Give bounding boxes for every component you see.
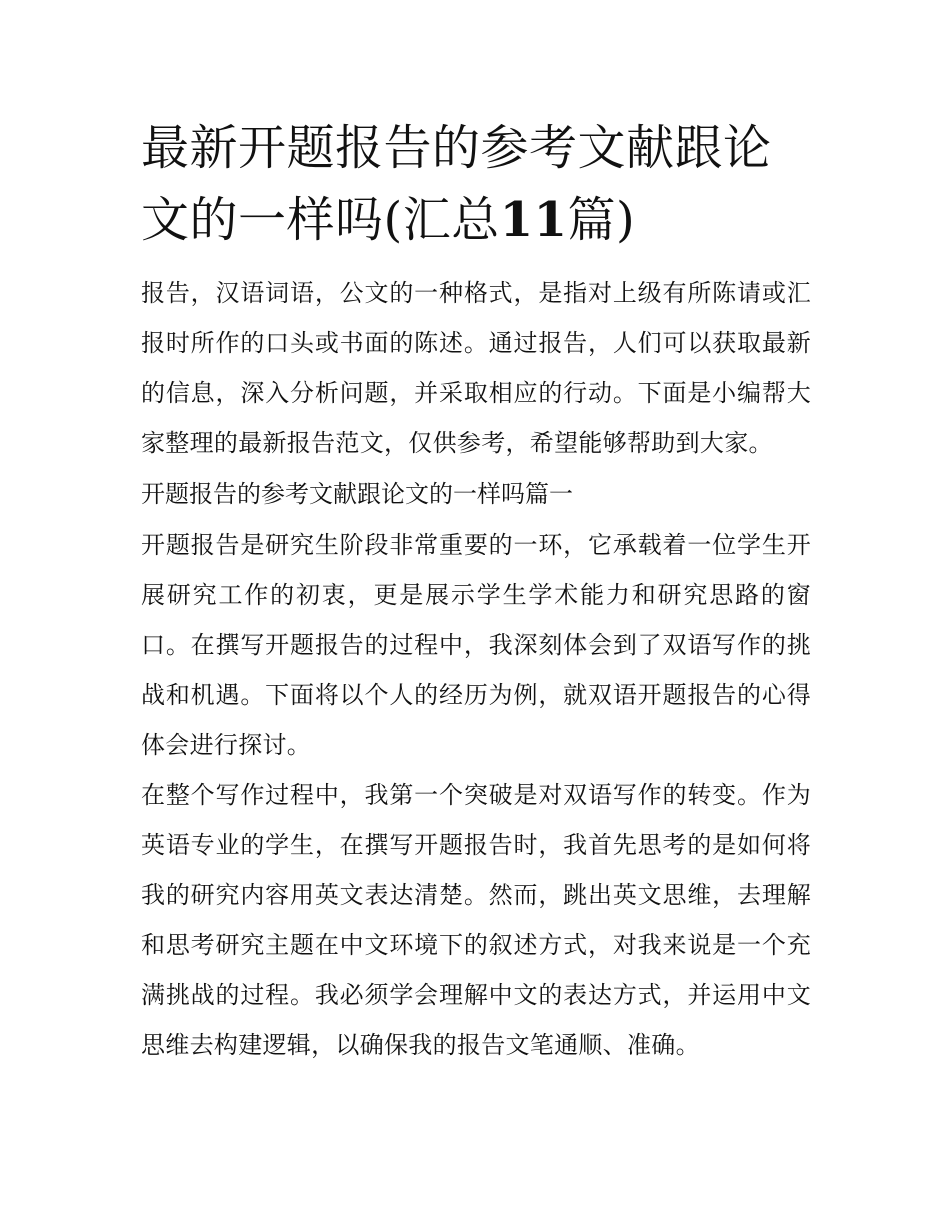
title-suffix: 篇)	[567, 192, 636, 248]
intro-paragraph: 报告，汉语词语，公文的一种格式，是指对上级有所陈请或汇报时所作的口头或书面的陈述。通过报告，人们可以获取最新的信息，深入分析问题，并采取相应的行动。下面是小编帮大家整理的最新报告范文，仅供参考，希望能够帮助到大家。	[141, 279, 811, 457]
section-heading: 开题报告的参考文献跟论文的一样吗篇一	[141, 480, 573, 508]
body-paragraph-1: 开题报告是研究生阶段非常重要的一环，它承载着一位学生开展研究工作的初衷，更是展示学生学术能力和研究思路的窗口。在撰写开题报告的过程中，我深刻体会到了双语写作的挑战和机遇。下面将以个人的经历为例，就双语开题报告的心得体会进行探讨。	[141, 531, 811, 759]
body-paragraph-2: 在整个写作过程中，我第一个突破是对双语写作的转变。作为英语专业的学生，在撰写开题报告时，我首先思考的是如何将我的研究内容用英文表达清楚。然而，跳出英文思维，去理解和思考研究主题在中文环境下的叙述方式，对我来说是一个充满挑战的过程。我必须学会理解中文的表达方式，并运用中文思维去构建逻辑，以确保我的报告文笔通顺、准确。	[141, 781, 811, 1059]
document-title	[141, 112, 811, 256]
title-count: 11	[499, 192, 568, 248]
title-text: 最新开题报告的参考文献跟论文的一样吗(汇总	[141, 120, 772, 248]
document-page	[141, 112, 811, 1070]
